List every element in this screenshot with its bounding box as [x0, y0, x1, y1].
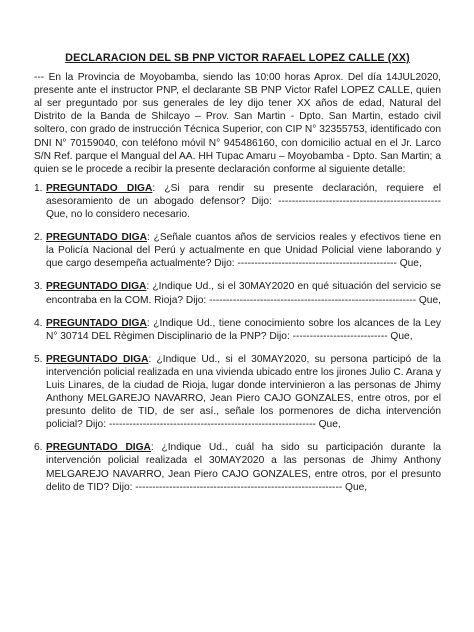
question-number: 4.	[34, 317, 43, 329]
intro-paragraph: --- En la Provincia de Moyobamba, siendo las 10:00 horas Aprox. Del día 14JUL2020, presente ante el instructor PNP, el declarante SB PNP Victor Rafel LOPEZ CALLE, quien al ser preguntado por sus generales de ley dijo tener XX años de edad, Natural del Distrito de la Banda de Shilcayo – Prov. San Martin - Dpto. San Martin, estado civil soltero, con grado de instrucción Técnica Superior, con CIP N° 32355753, identificado con DNI N° 70159040, con teléfono móvil N° 945486160, con domicilio actual en el Jr. Larco S/N Ref. parque el Mangual del AA. HH Tupac Amaru – Moyobamba - Dpto. San Martin; a quien se le procede a recibir la presente declaración conforme al siguiente detalle:	[34, 72, 441, 175]
question-text: : ¿Indique Ud., cuál ha sido su participación durante la intervención policial realizada el 30MAY2020 a las personas de Jhimy Anthony MELGAREJO NAVARRO, Jean Piero CAJO GONZALES, entre otros, por el presunto delito de TID? Dijo: ------------------------------------------------------------- Que,	[46, 442, 441, 493]
question-number: 1.	[34, 182, 43, 194]
document-page	[34, 52, 441, 504]
question-item	[34, 317, 441, 343]
question-text: : ¿Si para rendir su presente declaración, requiere el asesoramiento de un abogado defensor? Dijo: ------------------------------------------------ Que, no lo considero necesario.	[46, 182, 441, 221]
question-item	[34, 182, 441, 221]
question-item	[34, 231, 441, 270]
question-label: PREGUNTADO DIGA	[46, 353, 149, 365]
question-text: : ¿Señale cuantos años de servicios reales y efectivos tiene en la Policía Nacional del Perú y actualmente en que Unidad Policial viene laborando y que cargo desempeña actualmente? Dijo: ----------------------------------------------- Que,	[46, 232, 441, 270]
question-text: : ¿Indique Ud., tiene conocimiento sobre los alcances de la Ley N° 30714 DEL Règimen Disciplinario de la PNP? Dijo: ---------------------------- Que,	[46, 317, 441, 342]
question-body	[46, 441, 441, 493]
question-label: PREGUNTADO DIGA	[46, 182, 153, 194]
question-body	[46, 231, 441, 270]
question-text: : ¿Indique Ud., si el 30MAY2020 en qué situación del servicio se encontraba en la COM. Rioja? Dijo: ------------------------------------------------------------- Que,	[46, 281, 441, 306]
question-label: PREGUNTADO DIGA	[46, 281, 147, 293]
question-number: 3.	[34, 281, 43, 293]
question-label: PREGUNTADO DIGA	[46, 442, 151, 454]
question-number: 6.	[34, 442, 43, 454]
question-text: : ¿Indique Ud., si el 30MAY2020, su persona participó de la intervención policial realizada en una vivienda ubicado entre los jirones Julio C. Arana y Luis Linares, de la ciudad de Rioja, lugar donde intervinieron a las personas de Jhimy Anthony MELGAREJO NAVARRO, Jean Piero CAJO GONZALES, entre otros, por el presunto delito de TID, de ser así., señale los pormenores de dicha intervención policial? Dijo: ------------------------------------------------------------- Que,	[46, 353, 441, 431]
question-body	[46, 280, 441, 306]
question-label: PREGUNTADO DIGA	[46, 232, 147, 244]
question-body	[46, 353, 441, 432]
question-label: PREGUNTADO DIGA	[46, 317, 147, 329]
document-title: DECLARACION DEL SB PNP VICTOR RAFAEL LOPEZ CALLE (XX)	[65, 52, 410, 64]
question-item	[34, 280, 441, 306]
question-number: 5.	[34, 353, 43, 365]
question-number: 2.	[34, 232, 43, 244]
question-body	[46, 317, 441, 343]
question-item	[34, 441, 441, 493]
question-item	[34, 353, 441, 432]
question-body	[46, 182, 441, 221]
